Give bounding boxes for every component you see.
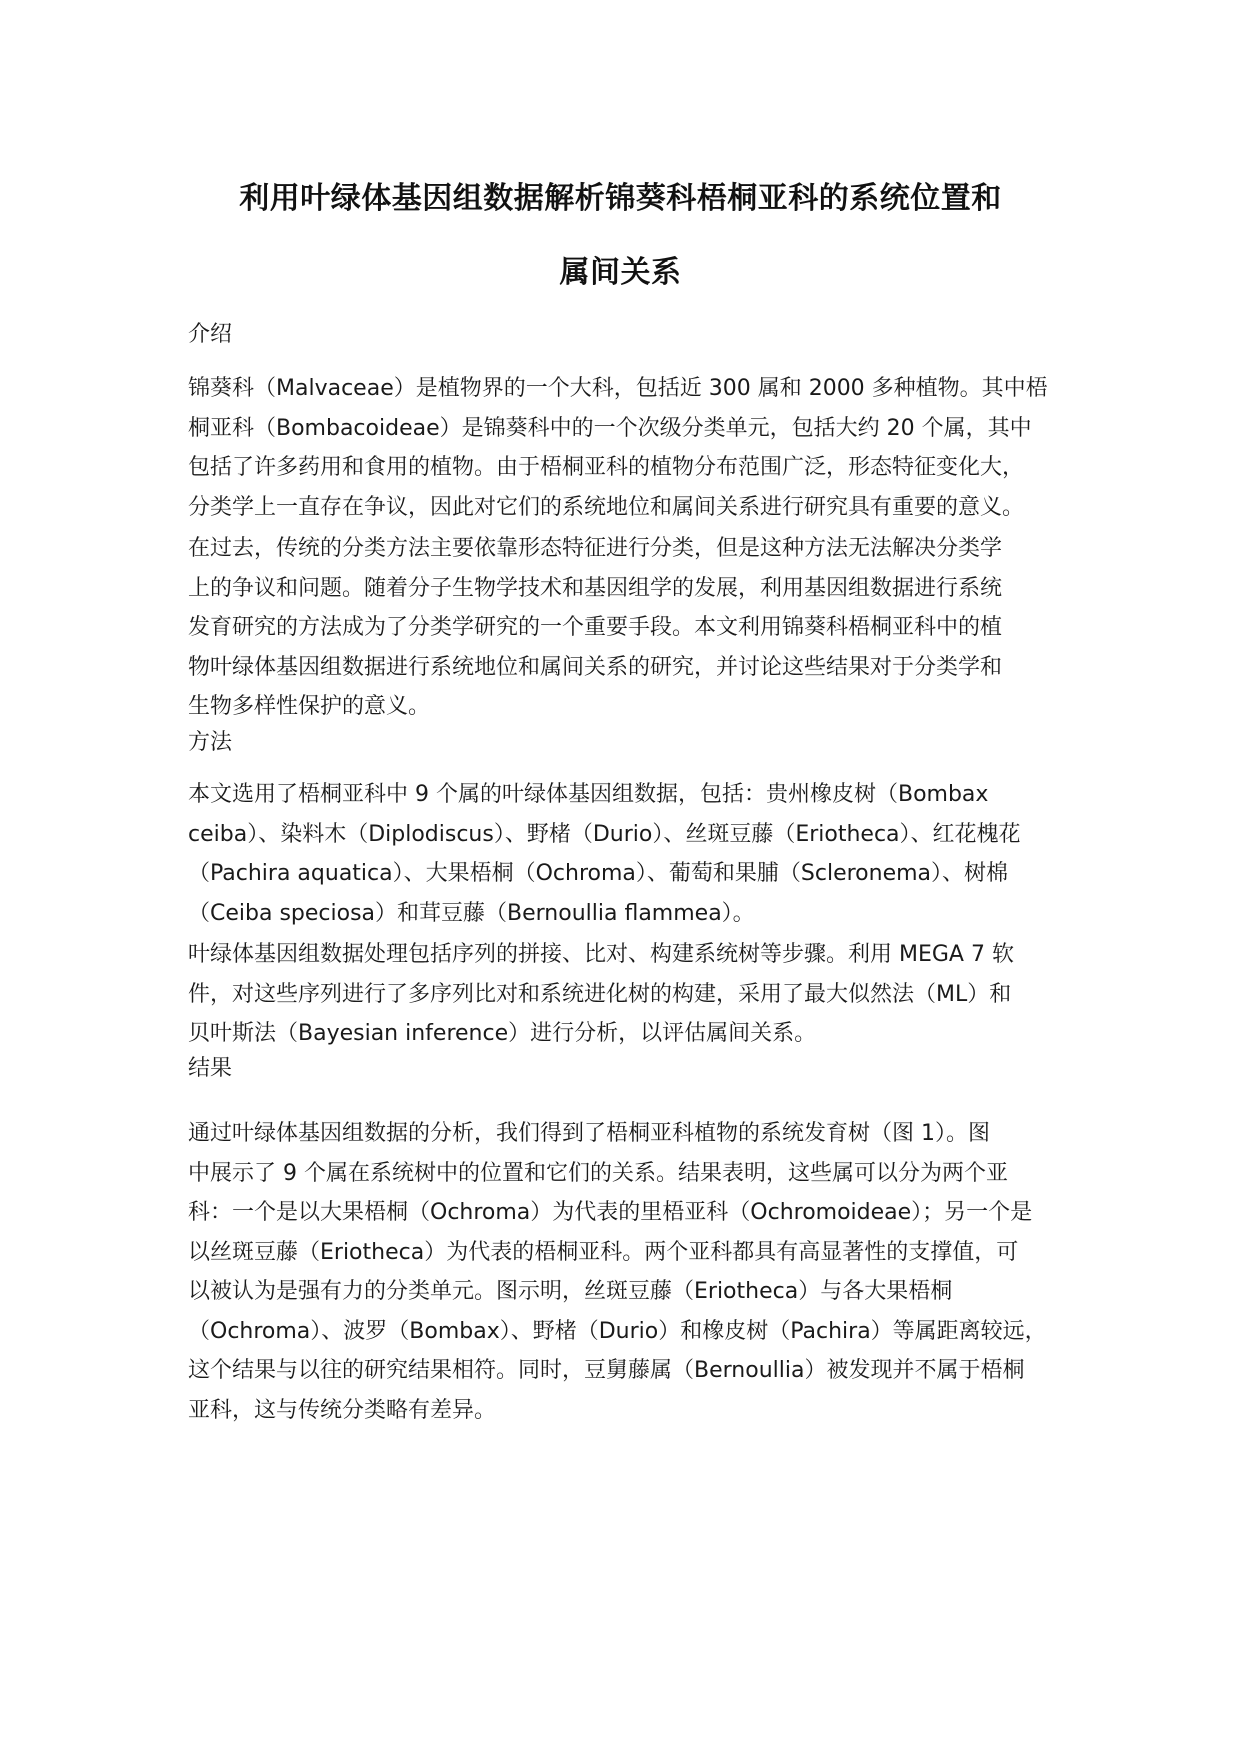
- methods-paragraph-2: [188, 935, 1078, 1054]
- intro-paragraph-1: [188, 369, 1078, 527]
- paragraph-line: 上的争议和问题。随着分子生物学技术和基因组学的发展，利用基因组数据进行系统: [188, 575, 1003, 601]
- paragraph-line: 中展示了 9 个属在系统树中的位置和它们的关系。结果表明，这些属可以分为两个亚: [188, 1160, 1008, 1186]
- section-heading-intro: 介绍: [188, 322, 233, 347]
- paragraph-line: 亚科，这与传统分类略有差异。: [188, 1397, 497, 1423]
- paragraph-line: （Ochroma）、波罗（Bombax）、野楮（Durio）和橡皮树（Pachira）等属距离较远，: [188, 1318, 1047, 1344]
- paragraph-line: （Ceiba speciosa）和茸豆藤（Bernoullia flammea）。: [188, 900, 755, 926]
- paragraph-line: 发育研究的方法成为了分类学研究的一个重要手段。本文利用锦葵科梧桐亚科中的植: [188, 615, 1003, 640]
- paragraph-line: 桐亚科（Bombacoideae）是锦葵科中的一个次级分类单元，包括大约 20 个属，其中: [188, 415, 1032, 441]
- paragraph-line: ceiba）、染料木（Diplodiscus）、野楮（Durio）、丝斑豆藤（Eriotheca）、红花槐花: [188, 821, 1021, 847]
- paragraph-line: 以被认为是强有力的分类单元。图示明，丝斑豆藤（Eriotheca）与各大果梧桐: [188, 1279, 953, 1304]
- paragraph-line: 贝叶斯法（Bayesian inference）进行分析，以评估属间关系。: [188, 1021, 817, 1046]
- section-heading-methods: 方法: [188, 730, 233, 755]
- paragraph-line: 这个结果与以往的研究结果相符。同时，豆舅藤属（Bernoullia）被发现并不属于梧桐: [188, 1358, 1025, 1383]
- paragraph-line: 分类学上一直存在争议，因此对它们的系统地位和属间关系进行研究具有重要的意义。: [188, 494, 1025, 520]
- paragraph-line: （Pachira aquatica）、大果梧桐（Ochroma）、葡萄和果脯（Scleronema）、树棉: [188, 861, 1009, 886]
- paragraph-line: 叶绿体基因组数据处理包括序列的拼接、比对、构建系统树等步骤。利用 MEGA 7 软: [188, 942, 1014, 967]
- paragraph-line: 以丝斑豆藤（Eriotheca）为代表的梧桐亚科。两个亚科都具有高显著性的支撑值，可: [188, 1239, 1019, 1265]
- paragraph-line: 件，对这些序列进行了多序列比对和系统进化树的构建，采用了最大似然法（ML）和: [188, 981, 1012, 1007]
- paragraph-line: 物叶绿体基因组数据进行系统地位和属间关系的研究，并讨论这些结果对于分类学和: [188, 654, 1003, 680]
- document-title-line-1: 利用叶绿体基因组数据解析锦葵科梧桐亚科的系统位置和: [239, 181, 1002, 216]
- paragraph-line: 在过去，传统的分类方法主要依靠形态特征进行分类，但是这种方法无法解决分类学: [188, 536, 1003, 561]
- paragraph-line: 科：一个是以大果梧桐（Ochroma）为代表的里梧亚科（Ochromoideae）；另一个是: [188, 1200, 1033, 1225]
- paragraph-line: 包括了许多药用和食用的植物。由于梧桐亚科的植物分布范围广泛，形态特征变化大，: [188, 455, 1025, 480]
- paragraph-line: 锦葵科（Malvaceae）是植物界的一个大科，包括近 300 属和 2000 多种植物。其中梧: [188, 376, 1048, 401]
- paragraph-line: 本文选用了梧桐亚科中 9 个属的叶绿体基因组数据，包括：贵州橡皮树（Bombax: [188, 782, 989, 807]
- methods-paragraph-1: [188, 775, 1078, 933]
- paragraph-line: 生物多样性保护的意义。: [188, 694, 431, 719]
- section-heading-results: 结果: [188, 1056, 233, 1081]
- document-title-line-2: 属间关系: [559, 255, 682, 290]
- intro-paragraph-2: [188, 529, 1078, 727]
- paragraph-line: 通过叶绿体基因组数据的分析，我们得到了梧桐亚科植物的系统发育树（图 1）。图: [188, 1121, 990, 1146]
- results-paragraph-1: [188, 1114, 1078, 1430]
